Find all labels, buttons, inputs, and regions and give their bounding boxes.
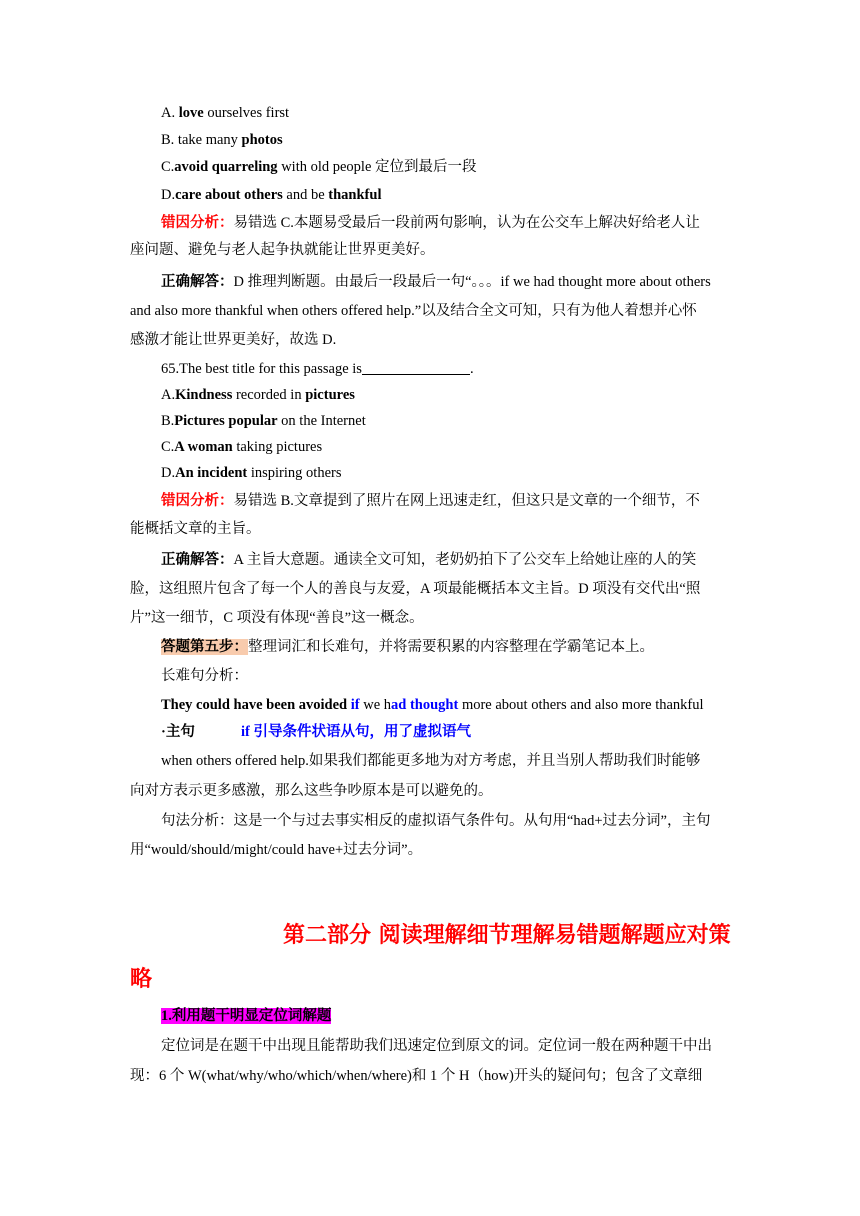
q64-option-a: A. love ourselves first — [161, 105, 290, 121]
q64-answer-cont-1: and also more thankful when others offered help.”以及结合全文可知，只有为他人着想并心怀 — [130, 303, 697, 319]
q65-option-a: A.Kindness recorded in pictures — [161, 387, 355, 403]
part2-paragraph: 定位词是在题干中出现且能帮助我们迅速定位到原文的词。定位词一般在两种题干中出 — [161, 1038, 712, 1054]
part2-title-cont: 略 — [130, 967, 153, 992]
sentence-annotation-if: if 引导条件状语从句，用了虚拟语气 — [241, 724, 471, 740]
q64-option-b: B. take many photos — [161, 132, 283, 148]
part2-title: 第二部分 阅读理解细节理解易错题解题应对策 — [283, 923, 731, 948]
syntax-analysis: 句法分析：这是一个与过去事实相反的虚拟语气条件句。从句用“had+过去分词”，主句 — [161, 813, 711, 829]
sentence-line-3: 向对方表示更多感激，那么这些争吵原本是可以避免的。 — [130, 783, 493, 799]
q65-answer-cont-1: 脸，这组照片包含了每一个人的善良与友爱，A 项最能概括本文主旨。D 项没有交代出“照 — [130, 581, 701, 597]
q65-error-analysis: 错因分析：易错选 B.文章提到了照片在网上迅速走红，但这只是文章的一个细节，不 — [161, 493, 700, 509]
step5-line: 答题第五步：整理词汇和长难句，并将需要积累的内容整理在学霸笔记本上。 — [161, 639, 654, 655]
answer-blank — [362, 360, 470, 375]
q64-error-analysis-cont: 座问题、避免与老人起争执就能让世界更美好。 — [130, 242, 435, 258]
q64-option-d: D.care about others and be thankful — [161, 187, 382, 203]
syntax-analysis-cont: 用“would/should/might/could have+过去分词”。 — [130, 842, 423, 858]
part2-paragraph-cont: 现：6 个 W(what/why/who/which/when/where)和 1 个 H（how)开头的疑问句；包含了文章细 — [130, 1068, 703, 1084]
q65-answer-cont-2: 片”这一细节，C 项没有体现“善良”这一概念。 — [130, 610, 424, 626]
part2-sub-heading: 1.利用题干明显定位词解题 — [161, 1008, 332, 1024]
q65-question: 65.The best title for this passage is . — [161, 361, 474, 377]
step5-label: 答题第五步： — [161, 639, 248, 655]
q65-option-b: B.Pictures popular on the Internet — [161, 413, 366, 429]
sentence-line-2: when others offered help.如果我们都能更多地为对方考虑，并且当别人帮助我们时能够 — [161, 753, 701, 769]
q64-answer-cont-2: 感激才能让世界更美好，故选 D. — [130, 332, 337, 348]
sentence-line-1: They could have been avoided if we had thought more about others and also more thankful — [161, 697, 704, 713]
sentence-heading: 长难句分析： — [161, 668, 248, 684]
q65-answer: 正确解答：A 主旨大意题。通读全文可知，老奶奶拍下了公交车上给她让座的人的笑 — [161, 552, 697, 568]
q64-answer: 正确解答：D 推理判断题。由最后一段最后一句“。。。if we had thought more about others — [161, 274, 711, 290]
q65-error-analysis-cont: 能概括文章的主旨。 — [130, 521, 261, 537]
sentence-annotation-main: ·主句 — [161, 724, 195, 740]
q64-error-analysis: 错因分析：易错选 C.本题易受最后一段前两句影响，认为在公交车上解决好给老人让 — [161, 215, 700, 231]
q64-option-c: C.avoid quarreling with old people 定位到最后一段 — [161, 159, 477, 175]
q65-option-d: D.An incident inspiring others — [161, 465, 342, 481]
q65-option-c: C.A woman taking pictures — [161, 439, 323, 455]
